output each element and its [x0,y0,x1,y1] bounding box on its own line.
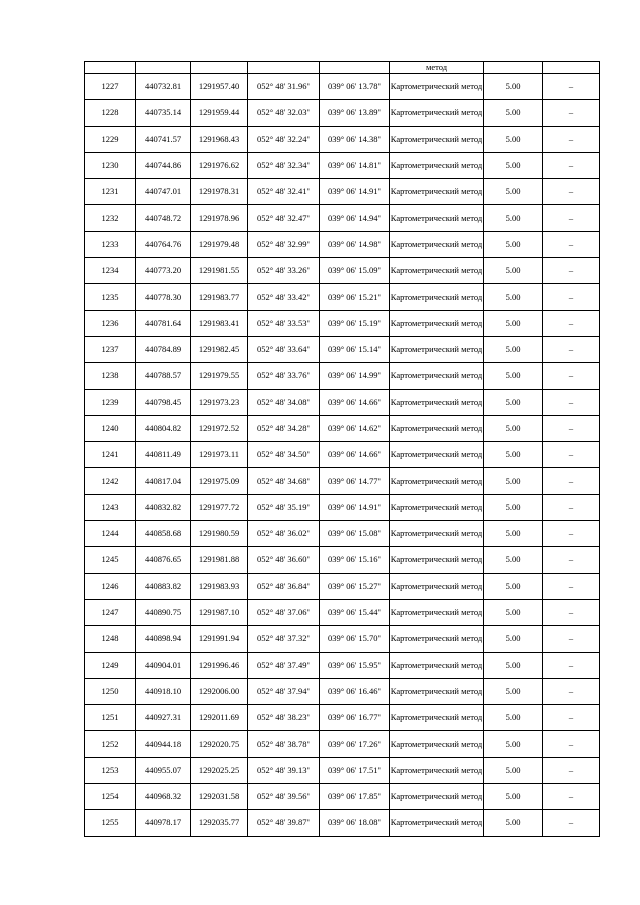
point-number-cell: 1247 [85,599,136,625]
longitude-cell: 039° 06' 14.91" [320,179,390,205]
coord-y-cell: 1291975.09 [191,468,248,494]
longitude-cell: 039° 06' 14.66" [320,389,390,415]
longitude-cell: 039° 06' 16.46" [320,678,390,704]
table-row [85,599,600,625]
method-cell: Картометрический метод [390,284,484,310]
accuracy-cell: 5.00 [484,363,543,389]
point-number-cell: 1241 [85,442,136,468]
method-cell: Картометрический метод [390,126,484,152]
coord-x-cell: 440890.75 [136,599,191,625]
coord-x-cell: 440883.82 [136,573,191,599]
description-cell: – [543,336,600,362]
accuracy-cell: 5.00 [484,626,543,652]
description-cell: – [543,152,600,178]
coord-x-cell: 440741.57 [136,126,191,152]
longitude-cell: 039° 06' 14.98" [320,231,390,257]
description-cell: – [543,705,600,731]
method-cell: Картометрический метод [390,442,484,468]
method-cell: Картометрический метод [390,678,484,704]
coord-x-cell: 440876.65 [136,547,191,573]
point-number-cell: 1238 [85,363,136,389]
table-row [85,705,600,731]
table-row [85,231,600,257]
coord-y-cell: 1292006.00 [191,678,248,704]
latitude-cell: 052° 48' 37.06" [248,599,320,625]
table-row [85,205,600,231]
description-cell: – [543,205,600,231]
longitude-cell: 039° 06' 13.78" [320,74,390,100]
accuracy-cell: 5.00 [484,126,543,152]
coord-x-cell: 440944.18 [136,731,191,757]
description-cell: – [543,678,600,704]
coord-y-cell: 1291983.41 [191,310,248,336]
table-row [85,468,600,494]
accuracy-cell: 5.00 [484,547,543,573]
point-number-cell: 1246 [85,573,136,599]
method-cell: Картометрический метод [390,468,484,494]
coord-x-cell: 440735.14 [136,100,191,126]
coord-x-cell: 440747.01 [136,179,191,205]
coord-y-cell: 1291982.45 [191,336,248,362]
longitude-cell: 039° 06' 15.70" [320,626,390,652]
accuracy-cell: 5.00 [484,415,543,441]
table-row [85,494,600,520]
coordinates-table [84,61,600,837]
coord-y-cell: 1291981.88 [191,547,248,573]
point-number-cell: 1243 [85,494,136,520]
method-cell: Картометрический метод [390,363,484,389]
latitude-cell: 052° 48' 31.96" [248,74,320,100]
description-cell: – [543,652,600,678]
coord-x-cell: 440918.10 [136,678,191,704]
coord-y-cell: 1291979.48 [191,231,248,257]
description-cell: – [543,784,600,810]
method-cell: Картометрический метод [390,152,484,178]
description-cell: – [543,599,600,625]
latitude-cell: 052° 48' 36.60" [248,547,320,573]
coord-x-cell: 440788.57 [136,363,191,389]
latitude-cell: 052° 48' 32.99" [248,231,320,257]
table-row [85,573,600,599]
coord-y-cell: 1291983.77 [191,284,248,310]
coord-y-cell: 1291981.55 [191,258,248,284]
coord-y-cell: 1291968.43 [191,126,248,152]
description-cell: – [543,468,600,494]
latitude-cell: 052° 48' 34.08" [248,389,320,415]
table-row [85,74,600,100]
accuracy-cell: 5.00 [484,231,543,257]
longitude-cell: 039° 06' 14.66" [320,442,390,468]
method-cell: Картометрический метод [390,415,484,441]
accuracy-cell: 5.00 [484,258,543,284]
table-row [85,731,600,757]
latitude-cell: 052° 48' 37.49" [248,652,320,678]
table-row [85,126,600,152]
point-number-cell: 1230 [85,152,136,178]
point-number-cell: 1236 [85,310,136,336]
description-cell: – [543,626,600,652]
table-row [85,179,600,205]
coord-y-cell: 1291959.44 [191,100,248,126]
point-number-cell: 1245 [85,547,136,573]
latitude-cell: 052° 48' 32.03" [248,100,320,126]
point-number-cell: 1234 [85,258,136,284]
description-cell: – [543,494,600,520]
latitude-cell: 052° 48' 39.56" [248,784,320,810]
table-row [85,784,600,810]
point-number-cell: 1235 [85,284,136,310]
longitude-cell: 039° 06' 13.89" [320,100,390,126]
description-cell: – [543,573,600,599]
description-cell: – [543,310,600,336]
coord-y-cell: 1291979.55 [191,363,248,389]
table-row [85,626,600,652]
coord-y-cell: 1292035.77 [191,810,248,836]
latitude-cell: 052° 48' 33.26" [248,258,320,284]
latitude-cell: 052° 48' 33.53" [248,310,320,336]
table-row [85,442,600,468]
coord-y-cell: 1291996.46 [191,652,248,678]
coord-y-cell: 1291983.93 [191,573,248,599]
method-cell: Картометрический метод [390,494,484,520]
accuracy-cell: 5.00 [484,573,543,599]
latitude-cell: 052° 48' 36.84" [248,573,320,599]
coord-x-cell: 440748.72 [136,205,191,231]
coord-x-cell: 440955.07 [136,757,191,783]
table-row-continued [85,62,600,74]
longitude-cell: 039° 06' 17.26" [320,731,390,757]
point-number-cell: 1232 [85,205,136,231]
point-number-cell: 1240 [85,415,136,441]
accuracy-cell: 5.00 [484,705,543,731]
point-number-cell: 1251 [85,705,136,731]
table-row [85,258,600,284]
point-number-cell: 1239 [85,389,136,415]
point-number-cell: 1228 [85,100,136,126]
latitude-cell: 052° 48' 33.64" [248,336,320,362]
method-cell: Картометрический метод [390,784,484,810]
longitude-cell: 039° 06' 15.95" [320,652,390,678]
point-number-cell: 1255 [85,810,136,836]
method-cell: Картометрический метод [390,74,484,100]
latitude-cell: 052° 48' 35.19" [248,494,320,520]
coord-x-cell: 440927.31 [136,705,191,731]
longitude-cell: 039° 06' 14.99" [320,363,390,389]
accuracy-cell: 5.00 [484,731,543,757]
method-cell: Картометрический метод [390,810,484,836]
coord-x-cell: 440904.01 [136,652,191,678]
accuracy-cell: 5.00 [484,310,543,336]
latitude-cell: 052° 48' 37.32" [248,626,320,652]
method-cell: Картометрический метод [390,100,484,126]
point-number-cell: 1252 [85,731,136,757]
accuracy-cell: 5.00 [484,442,543,468]
description-cell: – [543,100,600,126]
coord-x-cell: 440778.30 [136,284,191,310]
table-row [85,310,600,336]
description-cell: – [543,258,600,284]
table-row [85,415,600,441]
description-cell: – [543,389,600,415]
point-number-cell: 1254 [85,784,136,810]
description-cell: – [543,547,600,573]
accuracy-cell: 5.00 [484,599,543,625]
method-cell: Картометрический метод [390,231,484,257]
table-row [85,547,600,573]
description-cell: – [543,231,600,257]
point-number-cell: 1253 [85,757,136,783]
coord-x-cell: 440858.68 [136,521,191,547]
point-number-cell: 1242 [85,468,136,494]
accuracy-cell: 5.00 [484,652,543,678]
accuracy-cell: 5.00 [484,757,543,783]
longitude-cell: 039° 06' 16.77" [320,705,390,731]
latitude-cell: 052° 48' 33.42" [248,284,320,310]
point-number-cell: 1227 [85,74,136,100]
coord-y-cell: 1291991.94 [191,626,248,652]
point-number-cell: 1249 [85,652,136,678]
longitude-cell: 039° 06' 15.27" [320,573,390,599]
coord-y-cell: 1292031.58 [191,784,248,810]
accuracy-cell: 5.00 [484,494,543,520]
method-cell: Картометрический метод [390,731,484,757]
point-number-cell: 1233 [85,231,136,257]
coord-y-cell: 1291973.11 [191,442,248,468]
longitude-cell: 039° 06' 15.44" [320,599,390,625]
description-cell: – [543,126,600,152]
method-cell: Картометрический метод [390,521,484,547]
longitude-cell: 039° 06' 15.19" [320,310,390,336]
table-row [85,363,600,389]
accuracy-cell: 5.00 [484,205,543,231]
coord-x-cell: 440798.45 [136,389,191,415]
description-cell: – [543,74,600,100]
method-cell: Картометрический метод [390,258,484,284]
coord-y-cell: 1292011.69 [191,705,248,731]
latitude-cell: 052° 48' 39.87" [248,810,320,836]
table-row [85,389,600,415]
coord-x-cell: 440732.81 [136,74,191,100]
method-cell: Картометрический метод [390,626,484,652]
accuracy-cell: 5.00 [484,179,543,205]
point-number-cell: 1248 [85,626,136,652]
latitude-cell: 052° 48' 38.78" [248,731,320,757]
description-cell: – [543,757,600,783]
accuracy-cell: 5.00 [484,74,543,100]
description-cell: – [543,415,600,441]
longitude-cell: 039° 06' 14.38" [320,126,390,152]
coord-y-cell: 1291987.10 [191,599,248,625]
coord-x-cell: 440804.82 [136,415,191,441]
coord-y-cell: 1292025.25 [191,757,248,783]
coord-x-cell: 440898.94 [136,626,191,652]
coord-y-cell: 1292020.75 [191,731,248,757]
method-cell: Картометрический метод [390,757,484,783]
description-cell: – [543,284,600,310]
coord-x-cell: 440811.49 [136,442,191,468]
table-row [85,100,600,126]
description-cell: – [543,363,600,389]
accuracy-cell: 5.00 [484,678,543,704]
description-cell: – [543,521,600,547]
latitude-cell: 052° 48' 38.23" [248,705,320,731]
coord-x-cell: 440968.32 [136,784,191,810]
table-row [85,678,600,704]
method-cell: Картометрический метод [390,573,484,599]
coord-y-cell: 1291977.72 [191,494,248,520]
accuracy-cell: 5.00 [484,810,543,836]
longitude-cell: 039° 06' 15.09" [320,258,390,284]
accuracy-cell: 5.00 [484,100,543,126]
accuracy-cell: 5.00 [484,389,543,415]
coord-y-cell: 1291976.62 [191,152,248,178]
method-cell: Картометрический метод [390,705,484,731]
longitude-cell: 039° 06' 15.16" [320,547,390,573]
longitude-cell: 039° 06' 14.91" [320,494,390,520]
coord-x-cell: 440764.76 [136,231,191,257]
point-number-cell: 1231 [85,179,136,205]
coord-y-cell: 1291978.31 [191,179,248,205]
method-cell: Картометрический метод [390,599,484,625]
longitude-cell: 039° 06' 14.62" [320,415,390,441]
table-row [85,521,600,547]
longitude-cell: 039° 06' 14.94" [320,205,390,231]
method-cell-tail: метод [390,62,484,74]
method-cell: Картометрический метод [390,389,484,415]
coord-y-cell: 1291972.52 [191,415,248,441]
coord-x-cell: 440978.17 [136,810,191,836]
method-cell: Картометрический метод [390,336,484,362]
coord-y-cell: 1291978.96 [191,205,248,231]
coord-y-cell: 1291980.59 [191,521,248,547]
latitude-cell: 052° 48' 32.34" [248,152,320,178]
table-row [85,757,600,783]
method-cell: Картометрический метод [390,652,484,678]
description-cell: – [543,810,600,836]
latitude-cell: 052° 48' 32.24" [248,126,320,152]
coord-x-cell: 440832.82 [136,494,191,520]
description-cell: – [543,442,600,468]
description-cell: – [543,179,600,205]
method-cell: Картометрический метод [390,179,484,205]
accuracy-cell: 5.00 [484,336,543,362]
table-row [85,810,600,836]
longitude-cell: 039° 06' 18.08" [320,810,390,836]
longitude-cell: 039° 06' 14.77" [320,468,390,494]
accuracy-cell: 5.00 [484,152,543,178]
point-number-cell: 1229 [85,126,136,152]
coord-x-cell: 440744.86 [136,152,191,178]
table-row [85,652,600,678]
coord-x-cell: 440781.64 [136,310,191,336]
coord-y-cell: 1291973.23 [191,389,248,415]
method-cell: Картометрический метод [390,205,484,231]
longitude-cell: 039° 06' 15.21" [320,284,390,310]
coord-x-cell: 440784.89 [136,336,191,362]
coord-x-cell: 440817.04 [136,468,191,494]
longitude-cell: 039° 06' 17.85" [320,784,390,810]
point-number-cell: 1237 [85,336,136,362]
point-number-cell: 1244 [85,521,136,547]
accuracy-cell: 5.00 [484,521,543,547]
table-row [85,284,600,310]
accuracy-cell: 5.00 [484,284,543,310]
latitude-cell: 052° 48' 34.28" [248,415,320,441]
table-row [85,152,600,178]
point-number-cell: 1250 [85,678,136,704]
coord-y-cell: 1291957.40 [191,74,248,100]
latitude-cell: 052° 48' 37.94" [248,678,320,704]
latitude-cell: 052° 48' 36.02" [248,521,320,547]
longitude-cell: 039° 06' 15.08" [320,521,390,547]
accuracy-cell: 5.00 [484,468,543,494]
method-cell: Картометрический метод [390,547,484,573]
latitude-cell: 052° 48' 33.76" [248,363,320,389]
description-cell: – [543,731,600,757]
coord-x-cell: 440773.20 [136,258,191,284]
latitude-cell: 052° 48' 34.68" [248,468,320,494]
longitude-cell: 039° 06' 14.81" [320,152,390,178]
latitude-cell: 052° 48' 34.50" [248,442,320,468]
accuracy-cell: 5.00 [484,784,543,810]
latitude-cell: 052° 48' 32.41" [248,179,320,205]
table-row [85,336,600,362]
latitude-cell: 052° 48' 39.13" [248,757,320,783]
method-cell: Картометрический метод [390,310,484,336]
longitude-cell: 039° 06' 15.14" [320,336,390,362]
longitude-cell: 039° 06' 17.51" [320,757,390,783]
latitude-cell: 052° 48' 32.47" [248,205,320,231]
